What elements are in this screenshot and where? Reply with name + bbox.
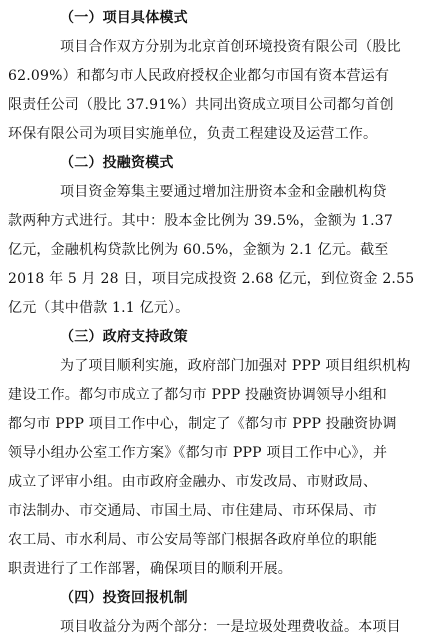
paragraph-line: 市法制办、市交通局、市国土局、市住建局、市环保局、市 bbox=[8, 503, 378, 519]
paragraph-line: 2018 年 5 月 28 日，项目完成投资 2.68 亿元，到位资金 2.55 bbox=[8, 271, 415, 287]
section-heading-3: （三）政府支持政策 bbox=[60, 329, 188, 345]
paragraph-line: 环保有限公司为项目实施单位，负责工程建设及运营工作。 bbox=[8, 126, 378, 142]
paragraph-line: 亿元，金融机构贷款比例为 60.5%，金额为 2.1 亿元。截至 bbox=[8, 242, 389, 258]
paragraph-line: 领导小组办公室工作方案》《都匀市 PPP 项目工作中心》，并 bbox=[8, 445, 388, 461]
paragraph-line: 成立了评审小组。由市政府金融办、市发改局、市财政局、 bbox=[8, 474, 378, 490]
paragraph-line: 亿元（其中借款 1.1 亿元）。 bbox=[8, 300, 190, 316]
section-heading-2: （二）投融资模式 bbox=[60, 155, 174, 171]
paragraph-line: 都匀市 PPP 项目工作中心，制定了《都匀市 PPP 投融资协调 bbox=[8, 416, 397, 432]
paragraph-line: 限责任公司（股比 37.91%）共同出资成立项目公司都匀首创 bbox=[8, 97, 394, 113]
paragraph-line: 款两种方式进行。其中：股本金比例为 39.5%，金额为 1.37 bbox=[8, 213, 393, 229]
paragraph-line: 62.09%）和都匀市人民政府授权企业都匀市国有资本营运有 bbox=[8, 68, 390, 84]
section-heading-1: （一）项目具体模式 bbox=[60, 10, 188, 26]
paragraph-line: 为了项目顺利实施，政府部门加强对 PPP 项目组织机构 bbox=[60, 358, 411, 374]
section-heading-4: （四）投资回报机制 bbox=[60, 590, 188, 606]
paragraph-line: 农工局、市水利局、市公安局等部门根据各政府单位的职能 bbox=[8, 532, 378, 548]
paragraph-line: 项目收益分为两个部分：一是垃圾处理费收益。本项目 bbox=[60, 619, 401, 635]
paragraph-line: 职责进行了工作部署，确保项目的顺利开展。 bbox=[8, 561, 292, 577]
paragraph-line: 项目合作双方分别为北京首创环境投资有限公司（股比 bbox=[60, 39, 401, 55]
paragraph-line: 项目资金筹集主要通过增加注册资本金和金融机构贷 bbox=[60, 184, 387, 200]
paragraph-line: 建设工作。都匀市成立了都匀市 PPP 投融资协调领导小组和 bbox=[8, 387, 387, 403]
